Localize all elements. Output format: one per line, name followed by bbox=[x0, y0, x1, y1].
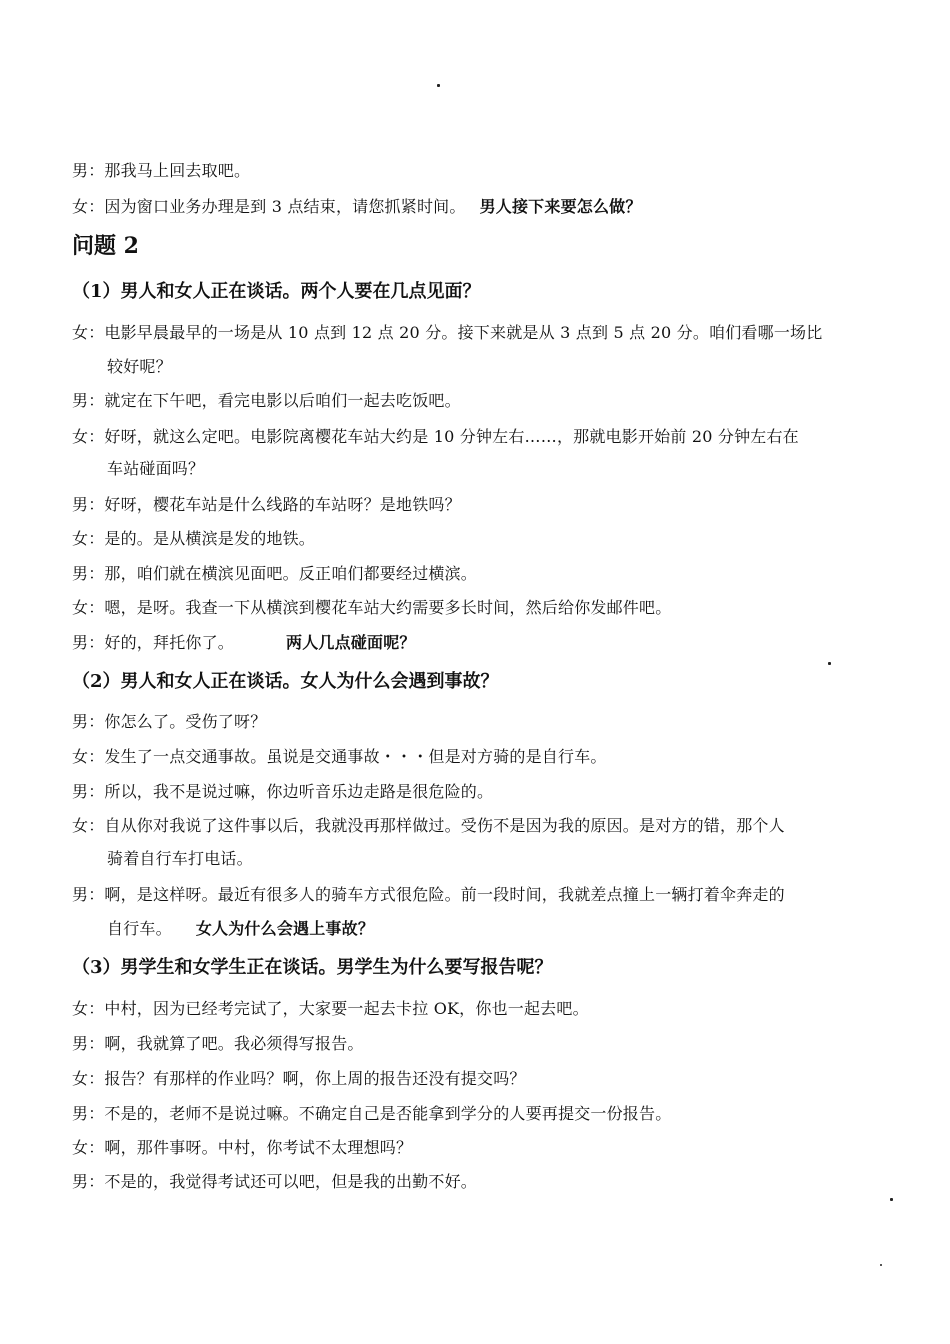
scan-speck bbox=[828, 662, 831, 665]
dialogue-line bbox=[72, 494, 461, 516]
dialogue-text: 不是的，老师不是说过嘛。不确定自己是否能拿到学分的人要再提交一份报告。 bbox=[104, 1104, 672, 1123]
speaker-label: 女： bbox=[72, 999, 105, 1018]
dialogue-text: 是的。是从横滨是发的地铁。 bbox=[104, 529, 316, 548]
speaker-label: 女： bbox=[72, 1069, 105, 1088]
dialogue-text: 好呀，樱花车站是什么线路的车站呀？是地铁吗？ bbox=[104, 495, 461, 514]
speaker-label: 男： bbox=[72, 782, 105, 801]
dialogue-line bbox=[72, 998, 589, 1020]
dialogue-line bbox=[72, 781, 493, 803]
dialogue-text: 报告？有那样的作业吗？啊，你上周的报告还没有提交吗？ bbox=[104, 1069, 526, 1088]
dialogue-text: 不是的，我觉得考试还可以吧，但是我的出勤不好。 bbox=[104, 1172, 478, 1191]
dialogue-text: 好呀，就这么定吧。电影院离樱花车站大约是 10 分钟左右……，那就电影开始前 20 分钟左右在 bbox=[104, 427, 799, 446]
dialogue-text: 中村，因为已经考完试了，大家要一起去卡拉 OK，你也一起去吧。 bbox=[104, 999, 589, 1018]
speaker-label: 男： bbox=[72, 1104, 105, 1123]
part-heading: （3）男学生和女学生正在谈话。男学生为什么要写报告呢？ bbox=[72, 957, 553, 978]
speaker-label: 女： bbox=[72, 598, 105, 617]
dialogue-line bbox=[72, 597, 671, 619]
dialogue-line bbox=[72, 563, 477, 585]
scan-speck bbox=[890, 1198, 893, 1201]
speaker-label: 男： bbox=[72, 1034, 105, 1053]
dialogue-line bbox=[72, 528, 315, 550]
dialogue-text: 自从你对我说了这件事以后，我就没再那样做过。受伤不是因为我的原因。是对方的错，那个人 bbox=[104, 816, 785, 835]
speaker-label: 女： bbox=[72, 197, 105, 216]
speaker-label: 女： bbox=[72, 427, 105, 446]
dialogue-line bbox=[72, 1033, 364, 1055]
question-text: 男人接下来要怎么做？ bbox=[479, 197, 642, 216]
dialogue-text: 发生了一点交通事故。虽说是交通事故・・・但是对方骑的是自行车。 bbox=[104, 747, 607, 766]
dialogue-continuation: 骑着自行车打电话。 bbox=[107, 849, 253, 868]
dialogue-text: 啊，我就算了吧。我必须得写报告。 bbox=[104, 1034, 364, 1053]
dialogue-line bbox=[72, 632, 416, 654]
dialogue-line bbox=[72, 711, 266, 733]
dialogue-line bbox=[72, 1171, 477, 1193]
speaker-label: 男： bbox=[72, 712, 105, 731]
question-text: 女人为什么会遇上事故？ bbox=[195, 919, 375, 938]
speaker-label: 男： bbox=[72, 391, 105, 410]
speaker-label: 男： bbox=[72, 564, 105, 583]
dialogue-continuation: 较好呢？ bbox=[107, 357, 172, 376]
speaker-label: 男： bbox=[72, 161, 105, 180]
speaker-label: 男： bbox=[72, 1172, 105, 1191]
dialogue-continuation: 车站碰面吗？ bbox=[107, 459, 205, 478]
continuation-text: 自行车。 bbox=[107, 919, 172, 938]
scan-speck bbox=[437, 84, 440, 87]
dialogue-text: 就定在下午吧，看完电影以后咱们一起去吃饭吧。 bbox=[104, 391, 461, 410]
speaker-label: 女： bbox=[72, 529, 105, 548]
dialogue-line bbox=[72, 1068, 526, 1090]
dialogue-text: 啊，是这样呀。最近有很多人的骑车方式很危险。前一段时间，我就差点撞上一辆打着伞奔走的 bbox=[104, 885, 785, 904]
dialogue-text: 那，咱们就在横滨见面吧。反正咱们都要经过横滨。 bbox=[104, 564, 478, 583]
dialogue-text: 所以，我不是说过嘛，你边听音乐边走路是很危险的。 bbox=[104, 782, 494, 801]
dialogue-line bbox=[72, 815, 785, 837]
speaker-label: 男： bbox=[72, 495, 105, 514]
dialogue-text: 好的，拜托你了。 bbox=[104, 633, 235, 652]
dialogue-line bbox=[72, 390, 461, 412]
dialogue-text: 你怎么了。受伤了呀？ bbox=[104, 712, 267, 731]
dialogue-line bbox=[72, 322, 822, 344]
dialogue-line bbox=[72, 746, 607, 768]
section-title: 问题 2 bbox=[72, 233, 139, 259]
dialogue-line bbox=[72, 1103, 671, 1125]
dialogue-line bbox=[72, 196, 642, 218]
speaker-label: 女： bbox=[72, 747, 105, 766]
dialogue-text: 因为窗口业务办理是到 3 点结束，请您抓紧时间。 bbox=[104, 197, 466, 216]
dialogue-line bbox=[72, 426, 799, 448]
speaker-label: 女： bbox=[72, 1138, 105, 1157]
dialogue-line bbox=[72, 1137, 412, 1159]
dialogue-text: 嗯，是呀。我查一下从横滨到樱花车站大约需要多长时间，然后给你发邮件吧。 bbox=[104, 598, 672, 617]
dialogue-continuation bbox=[107, 918, 374, 940]
part-heading: （2）男人和女人正在谈话。女人为什么会遇到事故？ bbox=[72, 671, 499, 692]
dialogue-line bbox=[72, 884, 785, 906]
scan-speck bbox=[880, 1264, 882, 1266]
speaker-label: 男： bbox=[72, 885, 105, 904]
speaker-label: 女： bbox=[72, 816, 105, 835]
dialogue-text: 啊，那件事呀。中村，你考试不太理想吗？ bbox=[104, 1138, 413, 1157]
dialogue-text: 电影早晨最早的一场是从 10 点到 12 点 20 分。接下来就是从 3 点到 5 点 20 分。咱们看哪一场比 bbox=[104, 323, 823, 342]
dialogue-text: 那我马上回去取吧。 bbox=[104, 161, 251, 180]
speaker-label: 女： bbox=[72, 323, 105, 342]
question-text: 两人几点碰面呢？ bbox=[286, 633, 416, 652]
part-heading: （1）男人和女人正在谈话。两个人要在几点见面？ bbox=[72, 281, 481, 302]
dialogue-line bbox=[72, 160, 250, 182]
speaker-label: 男： bbox=[72, 633, 105, 652]
